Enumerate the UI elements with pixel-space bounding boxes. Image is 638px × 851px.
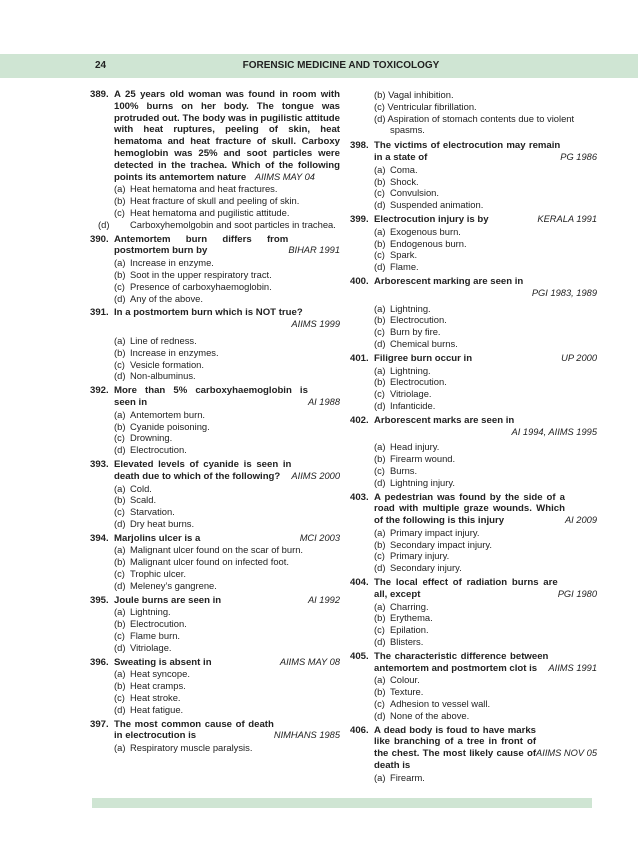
- option-c: (c) Epilation.: [374, 624, 429, 636]
- option-d: (d) Heat fatigue.: [114, 703, 184, 715]
- question-stem: 399. KERALA 1991 Electrocution injury is by: [350, 213, 597, 225]
- option-c: (c) Adhesion to vessel wall.: [374, 698, 491, 710]
- question-394: [90, 533, 340, 592]
- option-d: (d) Electrocution.: [114, 444, 187, 456]
- question-405: [350, 651, 597, 722]
- question-stem: 400. Arborescent marking are seen in PGI 1983, 1989: [350, 275, 597, 298]
- question-text: A pedestrian was found by the side of a road with multiple graze wounds. Which of the following is this injury: [374, 491, 565, 527]
- exam-source: MCI 2003: [299, 532, 340, 543]
- option-b: (b) Increase in enzymes.: [114, 346, 219, 358]
- footer-bar: [92, 798, 592, 808]
- option-b: (b) Soot in the upper respiratory tract.: [114, 268, 272, 280]
- option-a: (a) Charring.: [374, 600, 429, 612]
- option-c: (c) Primary injury.: [374, 550, 450, 562]
- question-stem: 393. AIIMS 2000 Elevated levels of cyanide is seen in death due to which of the following?: [90, 458, 340, 482]
- option-b: (b) Endogenous burn.: [374, 237, 467, 249]
- question-text: Marjolins ulcer is a: [114, 532, 201, 544]
- exam-source: AIIMS NOV 05: [536, 748, 597, 759]
- option-c: (c) Heat hematoma and pugilistic attitude.: [114, 206, 290, 218]
- option-a: (a) Firearm.: [374, 771, 425, 783]
- option-a: (a) Respiratory muscle paralysis.: [114, 742, 253, 754]
- running-title: FORENSIC MEDICINE AND TOXICOLOGY: [242, 60, 440, 71]
- exam-source: AIIMS MAY 04: [254, 171, 315, 182]
- page-header: [0, 54, 638, 78]
- option-d: (d) Dry heat burns.: [114, 517, 195, 529]
- question-text: The characteristic difference between antemortem and postmortem clot is: [374, 650, 549, 674]
- exam-source: AIIMS 1999: [291, 319, 340, 330]
- question-stem: 404. PGI 1980 The local effect of radiation burns are all, except: [350, 577, 597, 600]
- option-a: (a) Primary impact injury.: [374, 526, 480, 538]
- exam-source: AI 1994, AIIMS 1995: [511, 426, 597, 437]
- option-d: (d) Any of the above.: [114, 292, 203, 304]
- question-stem: 401. UP 2000 Filigree burn occur in: [350, 352, 597, 364]
- question-390: [90, 234, 340, 305]
- left-column: [90, 89, 340, 757]
- option-a: (a) Malignant ulcer found on the scar of burn.: [114, 544, 304, 556]
- question-stem: 397. NIMHANS 1985 The most common cause of death in electrocution is: [90, 718, 340, 742]
- option-d: (d) Blisters.: [374, 636, 424, 648]
- option-d: (d) Meleney’s gangrene.: [114, 579, 217, 591]
- option-a: (a) Cold.: [114, 482, 152, 494]
- exam-source: AI 2009: [564, 515, 597, 526]
- question-397: [90, 719, 340, 754]
- option-a: (a) Head injury.: [374, 441, 440, 453]
- exam-source: KERALA 1991: [537, 213, 597, 224]
- question-text: The most common cause of death in electrocution is: [114, 718, 274, 742]
- option-c: (c) Drowning.: [114, 432, 173, 444]
- option-d: (d) Non-albuminus.: [114, 370, 196, 382]
- option-b: (b) Electrocution.: [374, 314, 447, 326]
- option-b: (b) Scald.: [114, 494, 157, 506]
- exam-source: UP 2000: [561, 352, 597, 363]
- question-text: A 25 years old woman was found in room with 100% burns on her body. The tongue was protruded out. The body was in pugilistic attitude with heat ruptures, peeling of skin, heat hematoma and heat fracture of skull. Carboxy hemoglobin was 25% and soot particles were detected in the trachea. Which of the following points its antemortem nature: [114, 89, 340, 183]
- question-395: [90, 595, 340, 654]
- option-b: (b) Texture.: [374, 686, 424, 698]
- question-393: [90, 459, 340, 530]
- option-d: (d) Flame.: [374, 261, 419, 273]
- option-a: (a) Lightning.: [374, 302, 431, 314]
- option-d: (d) Chemical burns.: [374, 337, 458, 349]
- question-text: A dead body is foud to have marks like branching of a tree in front of the chest. The most likely cause of death is: [374, 724, 537, 772]
- question-389: [90, 89, 340, 231]
- option-c: (c) Trophic ulcer.: [114, 568, 186, 580]
- option-a: (a) Heat hematoma and heat fractures.: [114, 183, 278, 195]
- option-d: (d) None of the above.: [374, 709, 470, 721]
- option-b: (b) Heat cramps.: [114, 680, 186, 692]
- exam-source: NIMHANS 1985: [273, 730, 340, 741]
- question-text: Filigree burn occur in: [374, 352, 473, 364]
- option-c: (c) Spark.: [374, 249, 418, 261]
- exam-source: AIIMS MAY 08: [279, 656, 340, 667]
- question-stem: 396. AIIMS MAY 08 Sweating is absent in: [90, 656, 340, 668]
- option-c: (c) Convulsion.: [374, 187, 439, 199]
- option-c: (c) Vitriolage.: [374, 388, 432, 400]
- exam-source: BIHAR 1991: [288, 245, 340, 256]
- question-403: [350, 492, 597, 575]
- question-399: [350, 214, 597, 273]
- option-b: (b) Erythema.: [374, 612, 433, 624]
- option-b: (b) Heat fracture of skull and peeling of skin.: [114, 195, 300, 207]
- question-402: [350, 415, 597, 489]
- option-c: (c) Vesicle formation.: [114, 358, 204, 370]
- option-a: (a) Antemortem burn.: [114, 408, 206, 420]
- option-a: (a) Exogenous burn.: [374, 225, 461, 237]
- question-stem: 390. BIHAR 1991 Antemortem burn differs from postmortem burn by: [90, 233, 340, 257]
- option-b: (b) Firearm wound.: [374, 453, 456, 465]
- question-398: [350, 140, 597, 211]
- question-stem: 403. AI 2009 A pedestrian was found by the side of a road with multiple graze wounds. Which of the following is this injury: [350, 491, 597, 527]
- option-d: (d) Lightning injury.: [374, 476, 455, 488]
- question-stem: 406. AIIMS NOV 05 A dead body is foud to have marks like branching of a tree in front of the chest. The most likely cause of death is: [350, 724, 597, 772]
- question-text: The local effect of radiation burns are all, except: [374, 577, 558, 600]
- option-b: (b) Cyanide poisoning.: [114, 420, 210, 432]
- exam-source: PGI 1983, 1989: [531, 287, 597, 298]
- exam-source: PGI 1980: [557, 588, 597, 599]
- option-d: (d) Secondary injury.: [374, 562, 462, 574]
- question-text: More than 5% carboxyhaemoglobin is seen in: [114, 385, 308, 408]
- question-text: Arborescent marking are seen in: [374, 275, 524, 287]
- option-c: (c) Ventricular fibrillation.: [374, 100, 477, 112]
- question-stem: 402. Arborescent marks are seen in AI 1994, AIIMS 1995: [350, 414, 597, 437]
- option-c: (c) Flame burn.: [114, 630, 181, 642]
- question-400: [350, 276, 597, 350]
- question-stem: [90, 89, 340, 183]
- question-404: [350, 577, 597, 648]
- option-c: (c) Burns.: [374, 464, 418, 476]
- option-c: (c) Heat stroke.: [114, 692, 181, 704]
- question-text: Joule burns are seen in: [114, 594, 222, 606]
- option-a: (a) Line of redness.: [114, 334, 197, 346]
- option-d: (d) Vitriolage.: [114, 641, 172, 653]
- option-d: (d) Infanticide.: [374, 399, 436, 411]
- exam-source: PG 1986: [560, 151, 597, 162]
- option-a: (a) Lightning.: [374, 364, 431, 376]
- option-b: (b) Malignant ulcer found on infected foot.: [114, 556, 289, 568]
- question-406: [350, 725, 597, 784]
- question-text: Arborescent marks are seen in: [374, 414, 515, 426]
- question-stem: 405. AIIMS 1991 The characteristic difference between antemortem and postmortem clot is: [350, 650, 597, 674]
- question-text: Antemortem burn differs from postmortem burn by: [114, 233, 289, 257]
- page-number: 24: [95, 60, 107, 71]
- question-stem: 392. AI 1988 More than 5% carboxyhaemoglobin is seen in: [90, 385, 340, 408]
- question-text: The victims of electrocution may remain in a state of: [374, 140, 561, 163]
- question-401: [350, 353, 597, 412]
- option-c: (c) Presence of carboxyhaemoglobin.: [114, 280, 272, 292]
- question-text: In a postmortem burn which is NOT true?: [114, 307, 303, 319]
- option-b: (b) Shock.: [374, 175, 419, 187]
- option-a: (a) Coma.: [374, 163, 418, 175]
- question-text: Electrocution injury is by: [374, 213, 489, 225]
- option-b: (b) Vagal inhibition.: [374, 89, 454, 100]
- option-a: (a) Colour.: [374, 674, 420, 686]
- question-391: [90, 307, 340, 382]
- option-c: (c) Burn by fire.: [374, 326, 441, 338]
- option-a: (a) Heat syncope.: [114, 668, 190, 680]
- exam-source: AIIMS 2000: [291, 470, 340, 481]
- option-b: (b) Electrocution.: [374, 376, 447, 388]
- question-stem: 395. AI 1992 Joule burns are seen in: [90, 594, 340, 606]
- question-text: Elevated levels of cyanide is seen in death due to which of the following?: [114, 458, 292, 482]
- question-396: [90, 657, 340, 716]
- option-b: (b) Electrocution.: [114, 618, 187, 630]
- question-text: Sweating is absent in: [114, 656, 212, 668]
- option-d: (d) Aspiration of stomach contents due to violent spasms.: [374, 112, 575, 136]
- option-d: (d) Carboxyhemolgobin and soot particles in trachea.: [98, 218, 336, 230]
- option-d: (d) Suspended animation.: [374, 199, 484, 211]
- option-c: (c) Starvation.: [114, 506, 175, 518]
- exam-source: AI 1988: [307, 396, 340, 407]
- question-stem: 391. In a postmortem burn which is NOT true? AIIMS 1999: [90, 307, 340, 330]
- question-392: [90, 385, 340, 456]
- question-number: 389.: [90, 89, 109, 100]
- exam-source: AI 1992: [307, 594, 340, 605]
- right-column: [350, 89, 597, 787]
- option-b: (b) Secondary impact injury.: [374, 538, 492, 550]
- option-a: (a) Lightning.: [114, 606, 171, 618]
- question-stem: 398. PG 1986 The victims of electrocution may remain in a state of: [350, 140, 597, 163]
- exam-source: AIIMS 1991: [548, 662, 597, 673]
- question-stem: 394. MCI 2003 Marjolins ulcer is a: [90, 532, 340, 544]
- question-397-continued: [350, 89, 597, 136]
- option-a: (a) Increase in enzyme.: [114, 257, 214, 269]
